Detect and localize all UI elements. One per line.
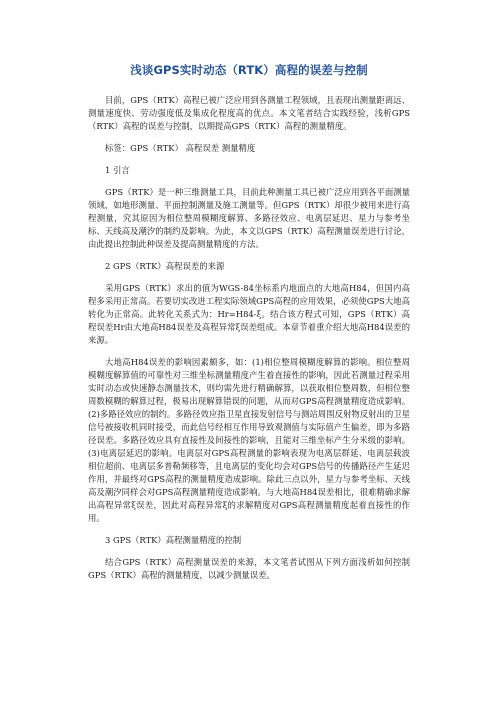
section-3-heading: 3 GPS（RTK）高程测量精度的控制: [105, 535, 242, 545]
document-title: 浅谈GPS实时动态（RTK）高程的误差与控制: [130, 63, 368, 77]
keywords-line: 标签：GPS（RTK） 高程误差 测量精度: [105, 143, 256, 153]
section-3-paragraph-1: 结合GPS（RTK）高程测量误差的来源，本文笔者试图从下列方面浅析如何控制GPS（RTK）高程的测量精度，以减少测量误差。: [88, 557, 410, 580]
section-2-paragraph-2: 大地高H84误差的影响因素颇多，如：(1)相位整周模糊度解算的影响。相位整周模糊度解算值的可靠性对三维坐标测量精度产生着直接性的影响，因此若测量过程采用实时动态或快速静态测量技术，则均需先进行精确解算，以获取相位整周数，但相位整周数模糊的解算过程，极易出现解算错误的问题，从而对GPS高程测量精度造成影响。(2)多路径效应的制约。多路径效应指卫星直接发射信号与测站周围反射物反射出的卫星信号被接收机同时接受，而此信号经相互作用导致观测值与实际值产生偏差，即为多路径误差。多路径效应具有直接性及间接性的影响，且能对三维坐标产生分米级的影响。(3)电离层延迟的影响。电离层对GPS高程测量的影响表现为电离层群延、电离层载波相位超前、电离层多普勒频移等，且电离层的变化均会对GPS信号的传播路径产生延迟作用，并最终对GPS高程的测量精度造成影响。除此三点以外，星力与参考坐标、天线高及潮汐同样会对GPS高程测量精度造成影响。与大地高H84误差相比，很难精确求解出高程异常ξ误差，因此对高程异常ξ的求解精度对GPS高程测量精度起着直接性的作用。: [88, 357, 410, 523]
section-1-heading: 1 引言: [105, 165, 130, 175]
section-1-paragraph: GPS（RTK）是一种三维测量工具，目前此种测量工具已被广泛应用到各平面测量领域，如地形测量、平面控制测量及施工测量等。但GPS（RTK）却很少被用来进行高程测量，究其原因为相位整周模糊度解算、多路径效应、电离层延迟、星力与参考坐标、天线高及潮汐的制约及影响。为此，本文以GPS（RTK）高程测量误差进行讨论，由此提出控制此种误差及提高测量精度的方法。: [88, 187, 410, 249]
document-page: [88, 62, 410, 582]
section-2-heading: 2 GPS（RTK）高程误差的来源: [105, 261, 225, 271]
abstract-paragraph: 目前，GPS（RTK）高程已被广泛应用到各测量工程领域，且表现出测量距离远、测量速度快、劳动强度低及集成化程度高的优点。本文笔者结合实践经验，浅析GPS（RTK）高程的误差与控制，以期提高GPS（RTK）高程的测量精度。: [88, 95, 410, 131]
section-2-paragraph-1: 采用GPS（RTK）求出的值为WGS-84坐标系内地面点的大地高H84，但国内高程多采用正常高。若要切实改进工程实际领域GPS高程的应用效果，必须使GPS大地高转化为正常高。此转化关系式为：Hr=H84-ξ。结合该方程式可知，GPS（RTK）高程误差Hr由大地高H84误差及高程异常ξ误差组成。本章节着重介绍大地高H84误差的来源。: [88, 283, 410, 345]
